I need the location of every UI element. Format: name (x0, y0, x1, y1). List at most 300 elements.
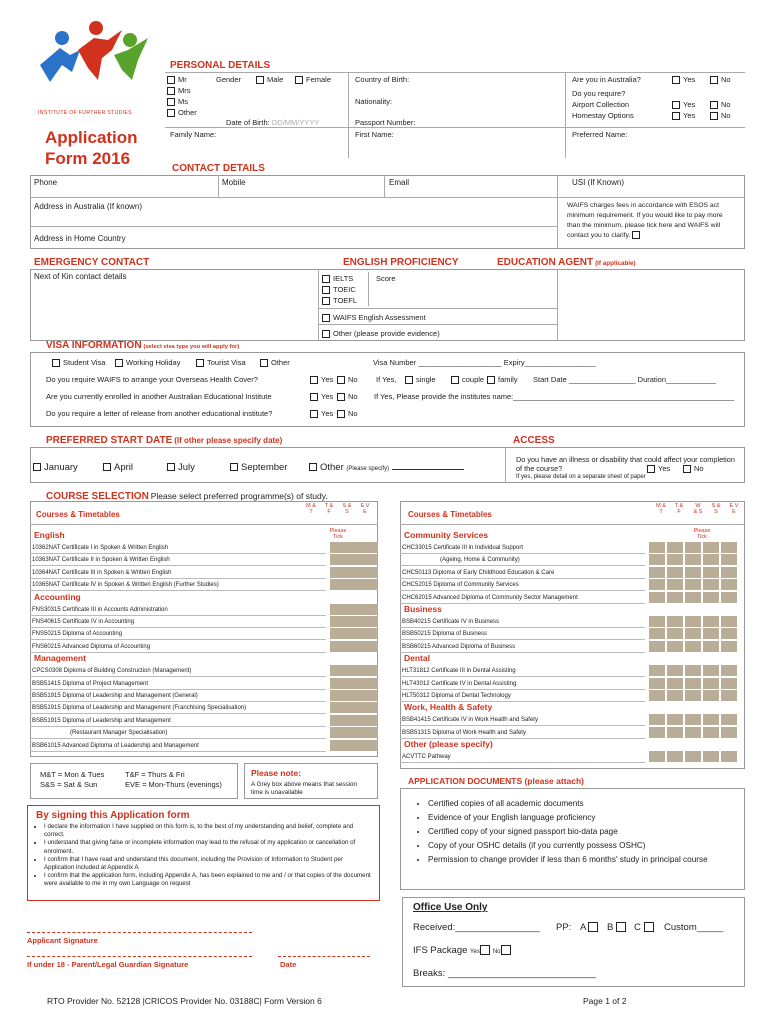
date-label: Date (280, 960, 297, 969)
timetable-cell[interactable] (649, 628, 665, 639)
declaration-item: • I confirm that the application form, including Appendix A, has been explained to me and / or that copies of the document were available to me in my own Language on request (44, 872, 373, 888)
no-label: No (348, 392, 358, 401)
title-ms-label: Ms (178, 97, 188, 106)
access-question-text: Do you have an illness or disability that could affect your completion of the course? (516, 455, 735, 473)
timetable-cell[interactable] (330, 715, 346, 726)
timetable-cell[interactable] (721, 567, 737, 578)
timetable-cell[interactable] (703, 567, 719, 578)
course-category: Business (404, 604, 442, 614)
title-other-label: Other (178, 108, 197, 117)
september-label: September (241, 462, 288, 473)
timetable-cell[interactable] (649, 592, 665, 603)
pp-b-label: B (607, 922, 614, 933)
timetable-cell[interactable] (703, 690, 719, 701)
timetable-cell[interactable] (330, 579, 346, 590)
timetable-cell[interactable] (685, 690, 701, 701)
in-australia-yes[interactable] (672, 75, 695, 84)
timetable-cell[interactable] (721, 641, 737, 652)
timetable-cell[interactable] (667, 616, 683, 627)
phone-label: Phone (34, 178, 58, 187)
timetable-cell[interactable] (649, 665, 665, 676)
timetable-cell[interactable] (721, 592, 737, 603)
personal-details-heading: PERSONAL DETAILS (170, 60, 271, 71)
timetable-cell[interactable] (721, 579, 737, 590)
timetable-cell[interactable] (362, 690, 378, 701)
timetable-cell[interactable] (330, 542, 346, 553)
col-mt: M & T (306, 503, 316, 515)
title-mrs-label: Mrs (178, 86, 191, 95)
timetable-cell[interactable] (703, 665, 719, 676)
start-other-label: Other (320, 462, 344, 473)
ohsc-no-checkbox[interactable] (337, 376, 345, 384)
timetable-cell[interactable] (685, 727, 701, 738)
custom-field[interactable]: Custom_____ (664, 922, 724, 933)
timetable-cell[interactable] (346, 579, 362, 590)
timetable-cell[interactable] (362, 641, 378, 652)
timetable-cell[interactable] (362, 678, 378, 689)
timetable-cell[interactable] (667, 567, 683, 578)
airport-yes[interactable] (672, 100, 695, 109)
timetable-cell[interactable] (330, 678, 346, 689)
couple-label: couple (462, 375, 485, 384)
timetable-cell[interactable] (346, 715, 362, 726)
timetable-cell[interactable] (649, 641, 665, 652)
visa-heading-title: VISA INFORMATION (46, 340, 142, 351)
timetable-cell[interactable] (649, 727, 665, 738)
gender-label: Gender (216, 75, 242, 84)
ifs-yes-checkbox[interactable] (480, 945, 490, 955)
timetable-cell[interactable] (362, 715, 378, 726)
timetable-cell[interactable] (346, 616, 362, 627)
timetable-cell[interactable] (721, 665, 737, 676)
logo (30, 10, 160, 120)
timetable-cell[interactable] (649, 690, 665, 701)
timetable-cell[interactable] (346, 604, 362, 615)
start-date-heading (46, 435, 282, 446)
title-other[interactable] (167, 108, 197, 117)
title-ms[interactable] (167, 97, 188, 106)
visa-other-checkbox[interactable] (260, 359, 268, 367)
timetable-cell[interactable] (667, 714, 683, 725)
student-visa-checkbox[interactable] (52, 359, 60, 367)
timetable-cell[interactable] (362, 727, 378, 738)
col-tf: T & F (324, 503, 334, 515)
release-no[interactable] (337, 409, 358, 418)
in-australia-label: Are you in Australia? (572, 75, 641, 84)
access-question (516, 455, 741, 473)
timetable-cell[interactable] (721, 616, 737, 627)
course-row[interactable]: CHC33015 Certificate III in Individual Support (400, 542, 645, 554)
enrolled-yes[interactable] (310, 392, 333, 401)
course-row[interactable]: BSB40215 Certificate IV in Business (400, 616, 645, 628)
course-row[interactable]: (Ageing, Home & Community) (400, 554, 645, 566)
timetable-cell[interactable] (346, 665, 362, 676)
course-row[interactable]: BSB50215 Diploma of Business (400, 628, 645, 640)
enrolled-no-checkbox[interactable] (337, 393, 345, 401)
timetable-cell[interactable] (721, 554, 737, 565)
enrolled-yes-checkbox[interactable] (310, 393, 318, 401)
ifs-no-label: No (492, 949, 501, 955)
course-row[interactable]: BSB51415 Diploma of Project Management (30, 678, 326, 690)
timetable-cell[interactable] (649, 567, 665, 578)
breaks-field[interactable]: Breaks: ____________________________ (413, 968, 596, 979)
timetable-cell[interactable] (649, 678, 665, 689)
timetable-cell[interactable] (362, 554, 378, 565)
family-checkbox[interactable] (487, 376, 495, 384)
english-other-checkbox[interactable] (322, 330, 330, 338)
yes-label: Yes (683, 111, 696, 120)
title-mr[interactable] (167, 75, 187, 84)
timetable-cell[interactable] (667, 751, 683, 762)
start-april[interactable] (103, 462, 133, 473)
esos-note (567, 201, 735, 241)
timetable-cell[interactable] (362, 702, 378, 713)
timetable-cell[interactable] (649, 714, 665, 725)
airport-yes-checkbox[interactable] (672, 101, 680, 109)
gender-male-checkbox[interactable] (256, 76, 264, 84)
april-checkbox[interactable] (103, 463, 111, 471)
visa-number-field[interactable]: Visa Number ____________________ Expiry_________________ (373, 358, 596, 367)
timetable-cell[interactable] (346, 678, 362, 689)
timetable-cell[interactable] (721, 542, 737, 553)
timetable-cell[interactable] (685, 665, 701, 676)
pp-label: PP: (556, 922, 572, 933)
pp-a-checkbox[interactable] (588, 922, 598, 932)
timetable-cell[interactable] (330, 616, 346, 627)
timetable-cell[interactable] (685, 678, 701, 689)
access-heading: ACCESS (513, 435, 555, 446)
timetable-cell[interactable] (346, 567, 362, 578)
course-selection-title: COURSE SELECTION (46, 491, 149, 502)
timetable-cell[interactable] (649, 579, 665, 590)
rcol-ss: S & S (711, 503, 721, 515)
release-yes[interactable] (310, 409, 333, 418)
pp-b[interactable] (607, 922, 629, 933)
visa-tourist[interactable] (196, 358, 246, 367)
timetable-cell[interactable] (330, 690, 346, 701)
course-row[interactable]: CHC62015 Advanced Diploma of Community Sector Management (400, 592, 645, 604)
timetable-cell[interactable] (685, 628, 701, 639)
timetable-cell[interactable] (346, 727, 362, 738)
timetable-cell[interactable] (667, 554, 683, 565)
form-title (45, 127, 138, 169)
timetable-cell[interactable] (362, 740, 378, 751)
course-row[interactable]: BSB51915 Diploma of Leadership and Management (Franchising Specialisation) (30, 702, 326, 714)
timetable-cell[interactable] (649, 554, 665, 565)
student-visa-label: Student Visa (63, 358, 106, 367)
timetable-cell[interactable] (721, 751, 737, 762)
english-toeic[interactable] (322, 285, 356, 294)
course-row[interactable]: HLT50312 Diploma of Dental Technology (400, 690, 645, 702)
received-field[interactable]: Received:________________ (413, 922, 540, 933)
title-ms-checkbox[interactable] (167, 98, 175, 106)
homestay-no-checkbox[interactable] (710, 112, 718, 120)
access-yes[interactable] (647, 464, 670, 473)
release-yes-checkbox[interactable] (310, 410, 318, 418)
course-category: Dental (404, 653, 430, 664)
tourist-visa-label: Tourist Visa (207, 358, 246, 367)
course-row[interactable]: CPCS0308 Diploma of Building Construction (Management) (30, 665, 326, 677)
timetable-cell[interactable] (330, 604, 346, 615)
july-label: July (178, 462, 195, 473)
pp-a[interactable] (580, 922, 601, 933)
ohsc-single[interactable] (405, 375, 436, 384)
document-item: • Certified copy of your signed passport bio-data page (428, 825, 736, 839)
please-note-title: Please note: (251, 768, 302, 778)
timetable-cell[interactable] (721, 690, 737, 701)
in-australia-no[interactable] (710, 75, 731, 84)
timetable-cell[interactable] (667, 641, 683, 652)
visa-working-holiday[interactable] (115, 358, 180, 367)
timetable-cell[interactable] (330, 567, 346, 578)
visa-other-label: Other (271, 358, 290, 367)
timetable-cell[interactable] (346, 690, 362, 701)
course-row[interactable]: CHC50113 Diploma of Early Childhood Education & Care (400, 567, 645, 579)
timetable-cell[interactable] (362, 628, 378, 639)
first-name-label: First Name: (355, 130, 394, 139)
declaration-item: • I declare the information I have supplied on this form is, to the best of my understanding and belief, complete and correct. (44, 823, 373, 839)
in-australia-no-checkbox[interactable] (710, 76, 718, 84)
timetable-cell[interactable] (667, 628, 683, 639)
rcol-ws: W & S (693, 503, 703, 515)
signing-box (27, 805, 380, 901)
timetable-cell[interactable] (346, 702, 362, 713)
course-row[interactable]: BSB61015 Advanced Diploma of Leadership and Management (30, 740, 326, 752)
gender-female[interactable] (295, 75, 331, 84)
course-row[interactable]: HLT43012 Certificate IV in Dental Assisting (400, 678, 645, 690)
timetable-cell[interactable] (703, 579, 719, 590)
toefl-checkbox[interactable] (322, 297, 330, 305)
timetable-cell[interactable] (346, 554, 362, 565)
timetable-cell[interactable] (703, 542, 719, 553)
toeic-checkbox[interactable] (322, 286, 330, 294)
timetable-cell[interactable] (330, 727, 346, 738)
title-mrs[interactable] (167, 86, 191, 95)
timetable-cell[interactable] (685, 554, 701, 565)
single-label: single (416, 375, 436, 384)
timetable-cell[interactable] (667, 592, 683, 603)
timetable-cell[interactable] (685, 714, 701, 725)
timetable-cell[interactable] (330, 628, 346, 639)
country-of-birth-label: Country of Birth: (355, 75, 410, 84)
gender-male[interactable] (256, 75, 283, 84)
please-note-text: A Grey box above means that session time is unavailable (251, 781, 358, 796)
start-date-duration-field[interactable]: Start Date ________________ Duration____________ (533, 375, 717, 384)
start-other[interactable] (309, 462, 464, 473)
course-row[interactable]: 10364NAT Certificate III in Spoken & Written English (30, 567, 326, 579)
timetable-cell[interactable] (703, 554, 719, 565)
timetable-cell[interactable] (667, 542, 683, 553)
ifs-no-checkbox[interactable] (501, 945, 511, 955)
ielts-checkbox[interactable] (322, 275, 330, 283)
timetable-cell[interactable] (346, 641, 362, 652)
july-checkbox[interactable] (167, 463, 175, 471)
timetable-cell[interactable] (685, 592, 701, 603)
title-other-checkbox[interactable] (167, 109, 175, 117)
timetable-cell[interactable] (703, 751, 719, 762)
timetable-cell[interactable] (362, 579, 378, 590)
timetable-cell[interactable] (703, 714, 719, 725)
timetable-cell[interactable] (667, 727, 683, 738)
usi-label: USI (If Known) (572, 178, 625, 187)
timetable-cell[interactable] (346, 542, 362, 553)
timetable-cell[interactable] (667, 678, 683, 689)
waifs-assessment-checkbox[interactable] (322, 314, 330, 322)
timetable-cell[interactable] (649, 751, 665, 762)
start-other-checkbox[interactable] (309, 463, 317, 471)
airport-no-checkbox[interactable] (710, 101, 718, 109)
timetable-cell[interactable] (685, 616, 701, 627)
in-australia-yes-checkbox[interactable] (672, 76, 680, 84)
timetable-cell[interactable] (330, 702, 346, 713)
timetable-cell[interactable] (346, 628, 362, 639)
timetable-cell[interactable] (667, 579, 683, 590)
enrolled-no[interactable] (337, 392, 358, 401)
timetable-cell[interactable] (703, 727, 719, 738)
institutes-field[interactable]: If Yes, Please provide the institutes name:_____________________________________________________ (374, 392, 735, 401)
timetable-cell[interactable] (330, 740, 346, 751)
airport-no[interactable] (710, 100, 731, 109)
english-waifs[interactable] (322, 313, 426, 322)
course-row[interactable]: FNS60215 Advanced Diploma of Accounting (30, 641, 326, 653)
timetable-cell[interactable] (703, 616, 719, 627)
education-agent-note: (If applicable) (595, 260, 636, 267)
timetable-cell[interactable] (703, 628, 719, 639)
timetable-cell[interactable] (667, 665, 683, 676)
ohsc-couple[interactable] (451, 375, 484, 384)
september-checkbox[interactable] (230, 463, 238, 471)
pp-c-label: C (634, 922, 641, 933)
timetable-cell[interactable] (362, 567, 378, 578)
pp-b-checkbox[interactable] (616, 922, 626, 932)
declaration-item: • I confirm that I have read and understand this document, including the Provision of Information to Student per Application included at Appendix A (44, 856, 373, 872)
toefl-label: TOEFL (333, 296, 358, 305)
january-checkbox[interactable] (33, 463, 41, 471)
timetable-cell[interactable] (721, 727, 737, 738)
pp-c-checkbox[interactable] (644, 922, 654, 932)
legend-ss: S&S = Sat & Sun (40, 780, 98, 789)
access-yes-checkbox[interactable] (647, 465, 655, 473)
course-row[interactable]: (Restaurant Manager Specialisation) (30, 727, 326, 739)
start-september[interactable] (230, 462, 287, 473)
timetable-cell[interactable] (330, 665, 346, 676)
working-holiday-checkbox[interactable] (115, 359, 123, 367)
course-row[interactable]: 10363NAT Certificate II in Spoken & Written English (30, 554, 326, 566)
course-row[interactable]: FNS30315 Certificate III in Accounts Administration (30, 604, 326, 616)
timetable-cell[interactable] (362, 604, 378, 615)
course-row[interactable]: 10365NAT Certificate IV in Spoken & Written English (Further Studies) (30, 579, 326, 591)
course-row[interactable]: FNS50215 Diploma of Accounting (30, 628, 326, 640)
access-no-checkbox[interactable] (683, 465, 691, 473)
homestay-yes[interactable] (672, 111, 695, 120)
start-july[interactable] (167, 462, 195, 473)
course-row[interactable]: ACVTTC Pathway (400, 751, 645, 763)
english-other[interactable] (322, 329, 440, 338)
emergency-contact-heading: EMERGENCY CONTACT (34, 257, 150, 268)
timetable-cell[interactable] (703, 678, 719, 689)
timetable-cell[interactable] (721, 678, 737, 689)
start-january[interactable] (33, 462, 78, 473)
preferred-name-label: Preferred Name: (572, 130, 628, 139)
release-no-checkbox[interactable] (337, 410, 345, 418)
timetable-cell[interactable] (667, 690, 683, 701)
course-row[interactable]: BSB51315 Diploma of Work Health and Safety (400, 727, 645, 739)
timetable-cell[interactable] (649, 542, 665, 553)
course-selection-subtitle: Please select preferred programme(s) of study. (150, 491, 328, 501)
timetable-cell[interactable] (330, 641, 346, 652)
start-date-title: PREFERRED START DATE (46, 435, 173, 446)
timetable-cell[interactable] (649, 616, 665, 627)
course-row[interactable]: CHC52015 Diploma of Community Services (400, 579, 645, 591)
timetable-cell[interactable] (362, 665, 378, 676)
couple-checkbox[interactable] (451, 376, 459, 384)
timetable-cell[interactable] (685, 751, 701, 762)
homestay-yes-checkbox[interactable] (672, 112, 680, 120)
ohsc-family[interactable] (487, 375, 518, 384)
course-row[interactable]: 10362NAT Certificate I in Spoken & Written English (30, 542, 326, 554)
dob-field[interactable] (226, 118, 319, 127)
visa-student[interactable] (52, 358, 105, 367)
title-mrs-checkbox[interactable] (167, 87, 175, 95)
start-date-note: (If other please specify date) (174, 436, 283, 445)
course-row[interactable]: HLT31812 Certificate III in Dental Assisting (400, 665, 645, 677)
single-checkbox[interactable] (405, 376, 413, 384)
documents-heading: APPLICATION DOCUMENTS (please attach) (408, 776, 585, 786)
visa-other[interactable] (260, 358, 290, 367)
ohsc-yes-checkbox[interactable] (310, 376, 318, 384)
english-other-label: Other (please provide evidence) (333, 329, 440, 338)
timetable-cell[interactable] (703, 641, 719, 652)
course-row[interactable]: BSB51915 Diploma of Leadership and Management (30, 715, 326, 727)
pp-a-label: A (580, 922, 586, 933)
timetable-cell[interactable] (721, 714, 737, 725)
course-row[interactable]: BSB60215 Advanced Diploma of Business (400, 641, 645, 653)
logo-figures-icon (30, 10, 160, 110)
course-row[interactable]: BSB51915 Diploma of Leadership and Management (General) (30, 690, 326, 702)
timetable-cell[interactable] (346, 740, 362, 751)
timetable-cell[interactable] (685, 641, 701, 652)
english-ielts[interactable] (322, 274, 353, 283)
tourist-visa-checkbox[interactable] (196, 359, 204, 367)
ifs-package-label: IFS Package (413, 945, 468, 956)
course-row[interactable]: BSB41415 Certificate IV in Work Health and Safety (400, 714, 645, 726)
dob-placeholder: DD/MM/YYYY (271, 118, 320, 127)
timetable-cell[interactable] (685, 542, 701, 553)
timetable-cell[interactable] (685, 579, 701, 590)
ifs-yes-label: Yes (470, 949, 480, 955)
title-mr-checkbox[interactable] (167, 76, 175, 84)
pp-c[interactable] (634, 922, 657, 933)
please-note-box (244, 763, 378, 799)
col-eve: E V E (360, 503, 370, 515)
timetable-cell[interactable] (362, 616, 378, 627)
timetable-cell[interactable] (330, 554, 346, 565)
ohsc-no[interactable] (337, 375, 358, 384)
english-toefl[interactable] (322, 296, 357, 305)
legend-eve: EVE = Mon-Thurs (evenings) (125, 780, 222, 789)
timetable-cell[interactable] (703, 592, 719, 603)
timetable-cell[interactable] (362, 542, 378, 553)
footer-rto: RTO Provider No. 52128 |CRICOS Provider No. 03188C| Form Version 6 (47, 996, 322, 1006)
course-row[interactable]: FNS40615 Certificate IV in Accounting (30, 616, 326, 628)
gender-female-checkbox[interactable] (295, 76, 303, 84)
timetable-cell[interactable] (721, 628, 737, 639)
access-no[interactable] (683, 464, 704, 473)
esos-checkbox[interactable] (632, 231, 640, 239)
timetable-cell[interactable] (685, 567, 701, 578)
ohsc-yes[interactable] (310, 375, 333, 384)
homestay-no[interactable] (710, 111, 731, 120)
